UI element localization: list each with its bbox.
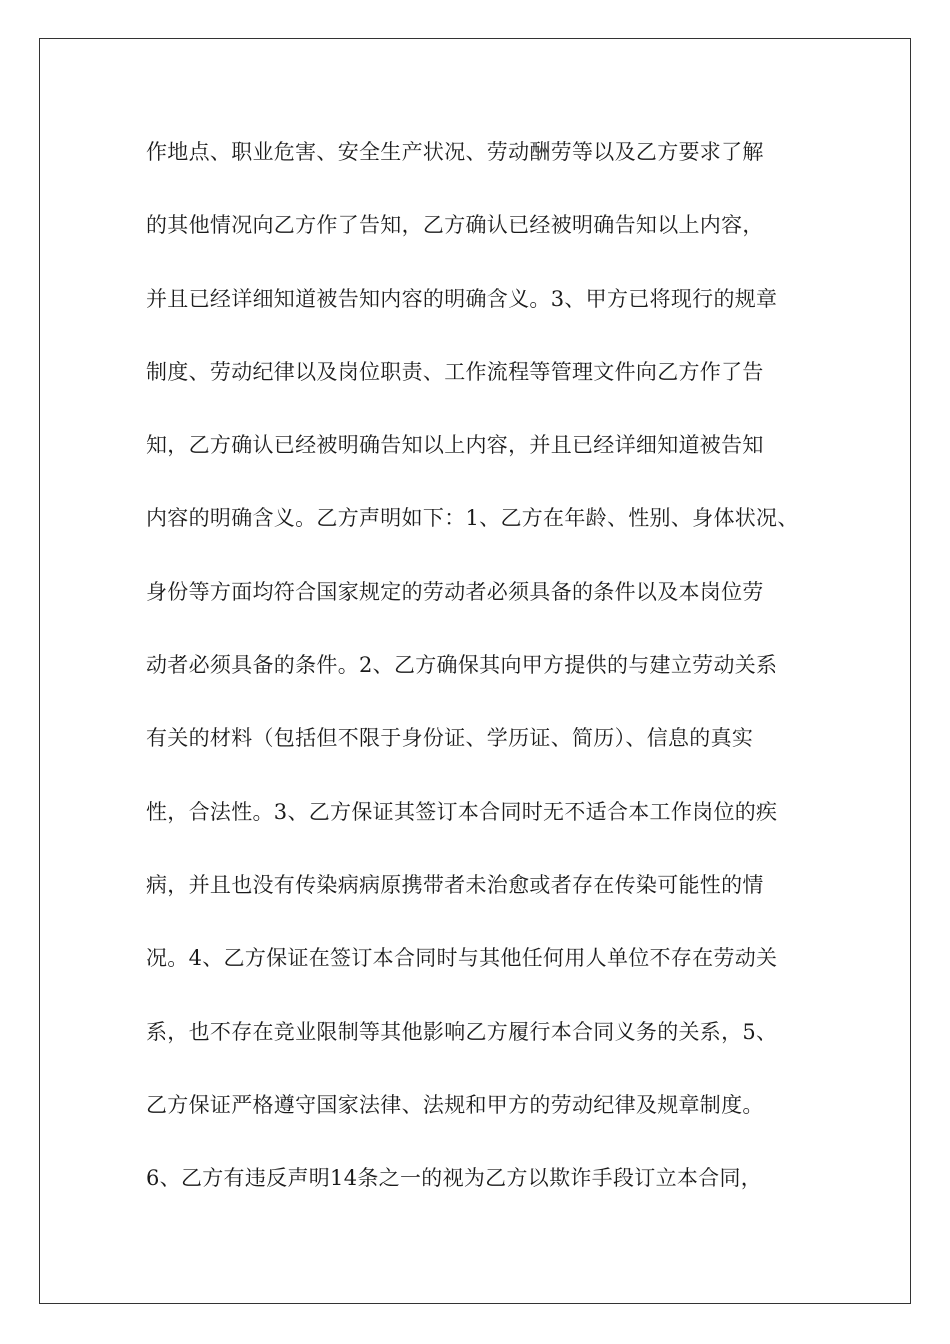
- text-line: 作地点、职业危害、安全生产状况、劳动酬劳等以及乙方要求了解: [146, 140, 764, 164]
- text-line: 6、乙方有违反声明14条之一的视为乙方以欺诈手段订立本合同，: [146, 1166, 763, 1191]
- text-line: 并且已经详细知道被告知内容的明确含义。3、甲方已将现行的规章: [146, 286, 778, 311]
- text-line: 的其他情况向乙方作了告知，乙方确认已经被明确告知以上内容，: [146, 213, 764, 238]
- document-body: [146, 132, 846, 1231]
- text-line: 病，并且也没有传染病病原携带者未治愈或者存在传染可能性的情: [146, 872, 764, 897]
- text-line: 况。4、乙方保证在签订本合同时与其他任何用人单位不存在劳动关: [146, 946, 778, 971]
- text-line: 性，合法性。3、乙方保证其签订本合同时无不适合本工作岗位的疾: [146, 799, 778, 824]
- text-line: 内容的明确含义。乙方声明如下：1、乙方在年龄、性别、身体状况、: [146, 506, 799, 531]
- text-line: 乙方保证严格遵守国家法律、法规和甲方的劳动纪律及规章制度。: [146, 1092, 764, 1117]
- text-line: 系，也不存在竞业限制等其他影响乙方履行本合同义务的关系，5、: [146, 1019, 778, 1044]
- text-line: 知，乙方确认已经被明确告知以上内容，并且已经详细知道被告知: [146, 433, 764, 458]
- text-line: 有关的材料（包括但不限于身份证、学历证、简历）、信息的真实: [146, 726, 754, 751]
- text-line: 身份等方面均符合国家规定的劳动者必须具备的条件以及本岗位劳: [146, 579, 764, 604]
- text-line: 动者必须具备的条件。2、乙方确保其向甲方提供的与建立劳动关系: [146, 653, 778, 678]
- text-line: 制度、劳动纪律以及岗位职责、工作流程等管理文件向乙方作了告: [146, 359, 764, 384]
